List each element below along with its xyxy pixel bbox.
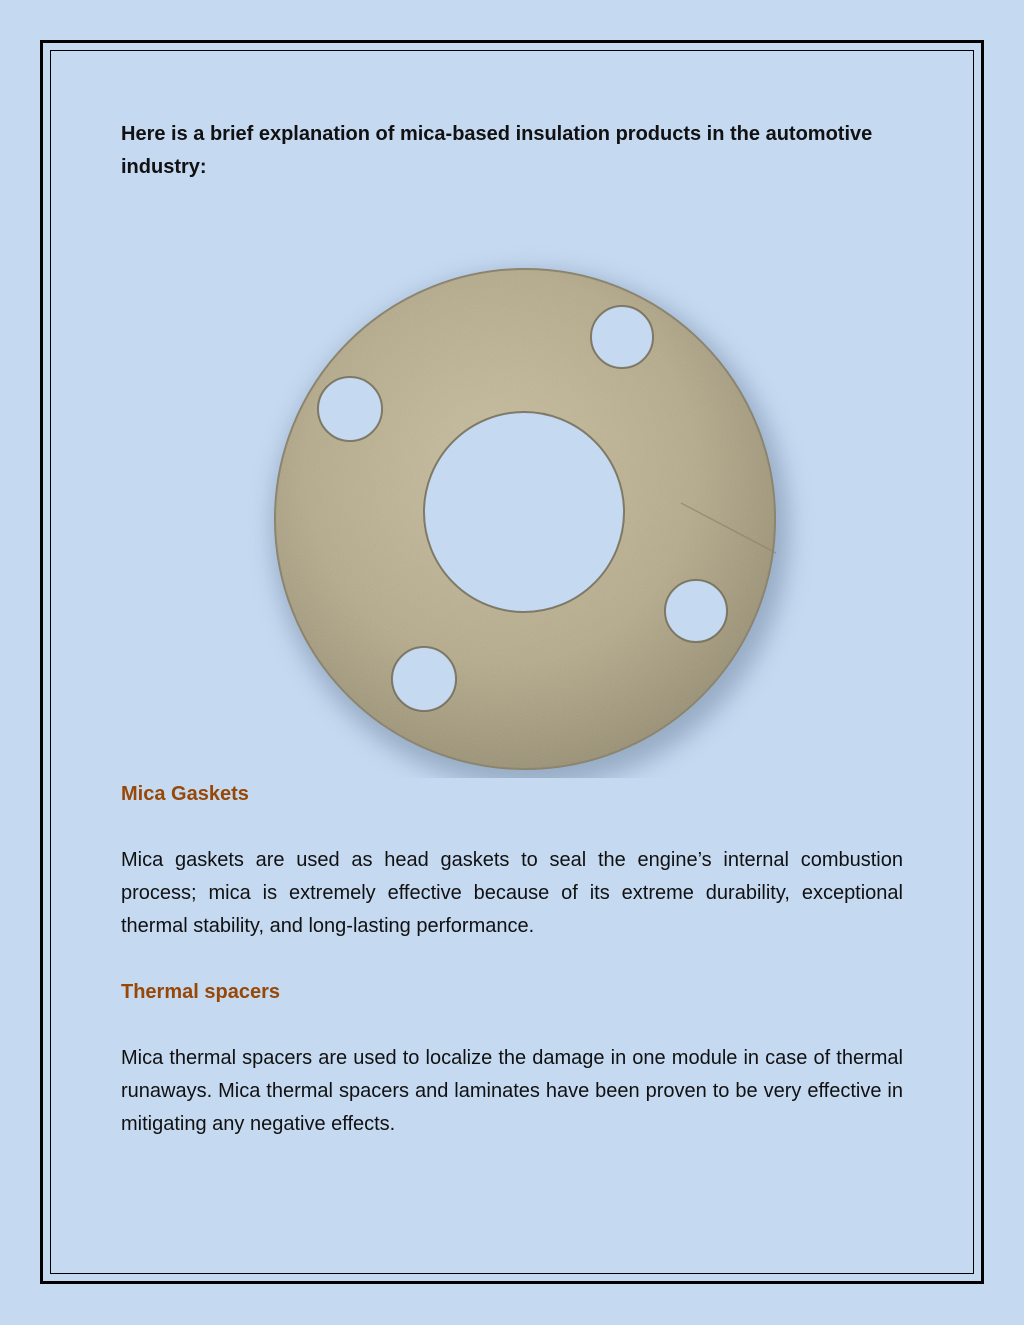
gasket-illustration: [121, 198, 903, 778]
intro-text: Here is a brief explanation of mica-based insulation products in the automotive industry:: [121, 123, 873, 178]
section-body-thermal-spacers: Mica thermal spacers are used to localize the damage in one module in case of thermal runaways. Mica thermal spacers and laminates have been proven to be very effective in mitigating any negative effects.: [121, 1047, 903, 1135]
section-heading-thermal-spacers: Thermal spacers: [121, 981, 280, 1003]
gasket-disc: [275, 269, 775, 769]
document-body: [121, 118, 903, 1141]
section-heading-mica-gaskets: Mica Gaskets: [121, 783, 249, 805]
mica-gasket-image: [121, 198, 903, 778]
section-body-mica-gaskets: Mica gaskets are used as head gaskets to seal the engine’s internal combustion process; mica is extremely effective because of its extreme durability, exceptional thermal stability, and long-lasting performance.: [121, 849, 903, 937]
